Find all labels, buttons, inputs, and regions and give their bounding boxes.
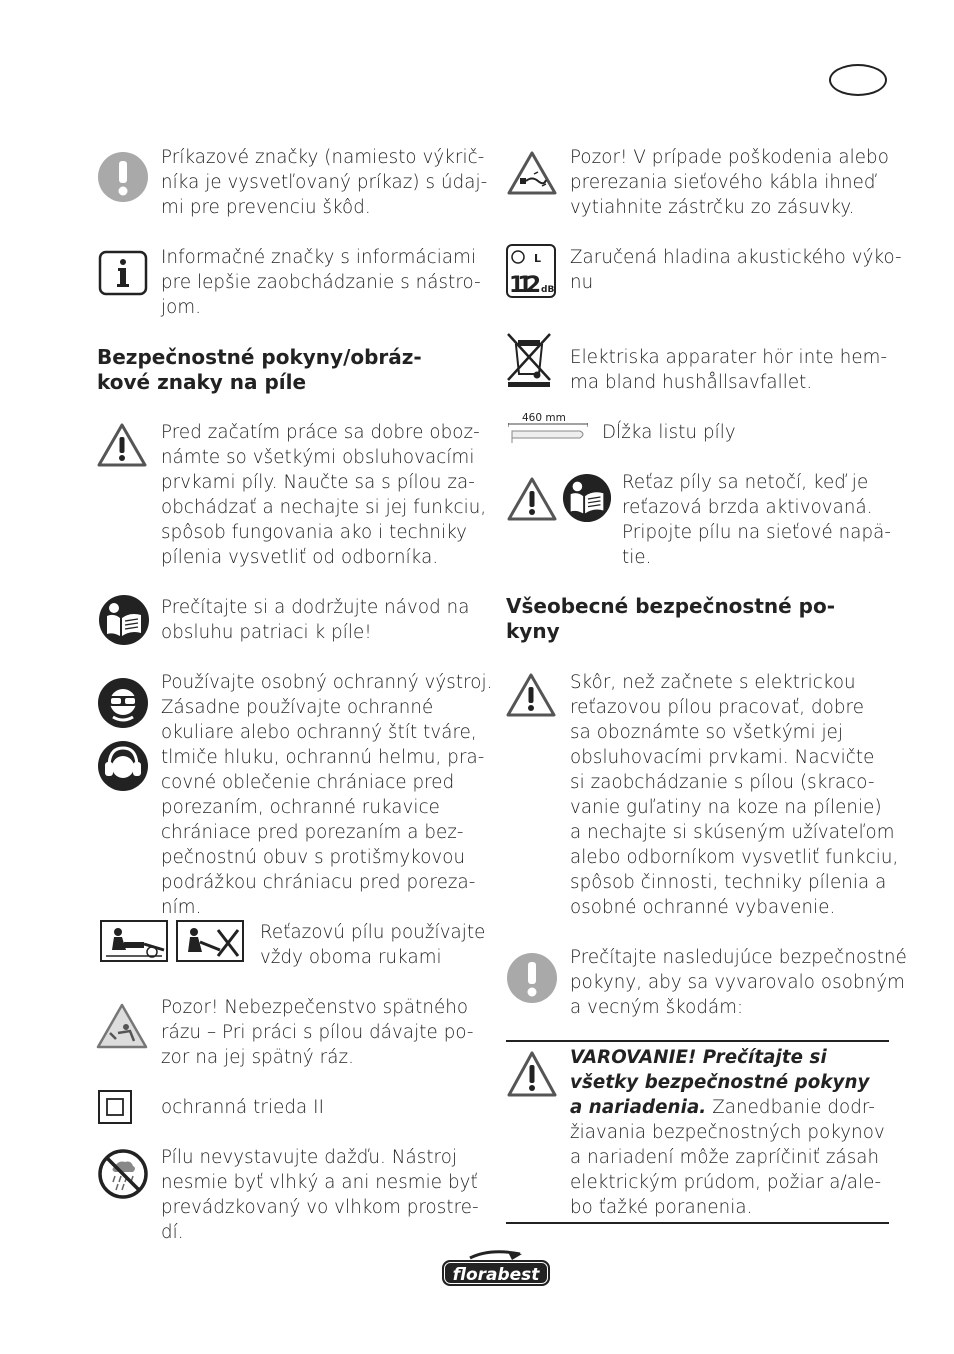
safety-goggles-icon — [97, 677, 149, 729]
ear-protection-icon — [97, 740, 149, 792]
heading-safety-signs: Bezpečnostné pokyny/obráz- kové znaky na píle — [97, 345, 422, 394]
sound-label: L — [534, 252, 542, 265]
warning-triangle-icon-3 — [506, 672, 556, 718]
read-manual-icon — [98, 594, 150, 646]
warning-triangle-icon-4 — [506, 1050, 558, 1098]
read-manual-icon-2 — [562, 473, 612, 523]
text-general-2: Prečítajte nasledujúce bezpečnostné pokyny, aby sa vyvarovalo osobným a vecným škodám: — [570, 947, 907, 1018]
text-two-hands: Reťazovú pílu používajte vždy oboma rukami — [260, 922, 486, 968]
one-hand-prohibited-icon — [176, 920, 244, 962]
protection-class-2-icon — [98, 1090, 132, 1124]
text-bar-length: Dĺžka listu píly — [602, 422, 736, 443]
kickback-warning-icon — [96, 1003, 148, 1049]
warning-rule-top — [506, 1040, 889, 1042]
cable-warning-icon — [506, 150, 558, 196]
text-warning-box: VAROVANIE! Prečítajte si všetky bezpečnostné pokyny a nariadenia. Zanedbanie dodr- žiavania bezpečnostných pokynov a nariadení môže zapríčiniť zásah elektrickým prúdom, požiar a/ale- bo ťažké poranenia. — [570, 1047, 885, 1218]
bar-length-value: 460 mm — [522, 412, 566, 424]
text-before-work: Pred začatím práce sa dobre oboz- námte so všetkými obsluhovacími prvkami píly. Naučte sa s pílou za- obchádzať a nechajte si jej funkciu, spôsob fungovania ako i techniky pílenia vysvetliť od odborníka. — [161, 422, 487, 568]
mandatory-sign-icon — [97, 151, 149, 203]
text-info-signs: Informačné značky s informáciami pre lepšie zaobchádzanie s nástro- jom. — [161, 247, 481, 318]
warning-triangle-icon — [97, 422, 147, 468]
text-noise: Zaručená hladina akustického výko- nu — [570, 247, 902, 293]
text-protection-class: ochranná trieda II — [161, 1097, 325, 1118]
mandatory-sign-icon-2 — [506, 952, 558, 1004]
text-weee: Elektriska apparater hör inte hem- ma bland hushållsavfallet. — [570, 347, 888, 393]
text-no-rain: Pílu nevystavujte dažďu. Nástroj nesmie byť vlhký a ani nesmie byť prevádzkovaný vo vlhkom prostre- dí. — [161, 1147, 479, 1243]
text-read-manual: Prečítajte si a dodržujte návod na obsluhu patriaci k píle! — [161, 597, 470, 643]
no-rain-icon — [97, 1148, 149, 1200]
text-mandatory-signs: Príkazové značky (namiesto výkrič- níka je vysvetľovaný príkaz) s údaj- mi pre prevenciu škôd. — [161, 147, 488, 218]
text-ppe: Používajte osobný ochranný výstroj. Zásadne používajte ochranné okuliare alebo ochranný štít tváre, tlmiče hluku, ochrannú helmu, pra- covné oblečenie chrániace pred porezaním, ochranné rukavice chrániace pred porezaním a bez- pečnostnú obuv s protišmykovou podrážkou chrániacu pred poreza- ním. — [161, 672, 493, 918]
info-icon — [98, 250, 148, 296]
two-hands-saw-icon — [100, 920, 168, 962]
sound-unit: dB — [541, 285, 555, 295]
text-kickback: Pozor! Nebezpečenstvo spätného rázu – Pri práci s pílou dávajte po- zor na jej spätný ráz. — [161, 997, 474, 1068]
weee-bin-icon — [504, 330, 554, 388]
sound-power-icon — [506, 244, 556, 298]
brand-name: florabest — [452, 1265, 540, 1285]
warning-rule-bottom — [506, 1222, 889, 1224]
text-cable: Pozor! V prípade poškodenia alebo prerezania sieťového kábla ihneď vytiahnite zástrčku zo zásuvky. — [570, 147, 889, 218]
language-badge — [829, 64, 887, 96]
florabest-logo — [440, 1248, 552, 1288]
text-chain-rotate: Reťaz píly sa netočí, keď je reťazová brzda aktivovaná. Pripojte pílu na sieťové napä- tie. — [622, 472, 892, 568]
warning-triangle-icon-2 — [506, 476, 558, 522]
heading-general-safety: Všeobecné bezpečnostné po- kyny — [506, 594, 836, 643]
text-general-1: Skôr, než začnete s elektrickou reťazovou pílou pracovať, dobre sa oboznámte so všetkými jej obsluhovacími prvkami. Nacvičte si zaobchádzanie s pílou (skraco- vanie guľatiny na koze na pílenie) a nechajte si skúseným užívateľom alebo odborníkom vysvetliť funkciu, spôsob činnosti, techniky pílenia a osobné ochranné vybavenie. — [570, 672, 899, 918]
bar-length-icon — [508, 410, 588, 446]
sound-value: 112 — [509, 273, 541, 298]
